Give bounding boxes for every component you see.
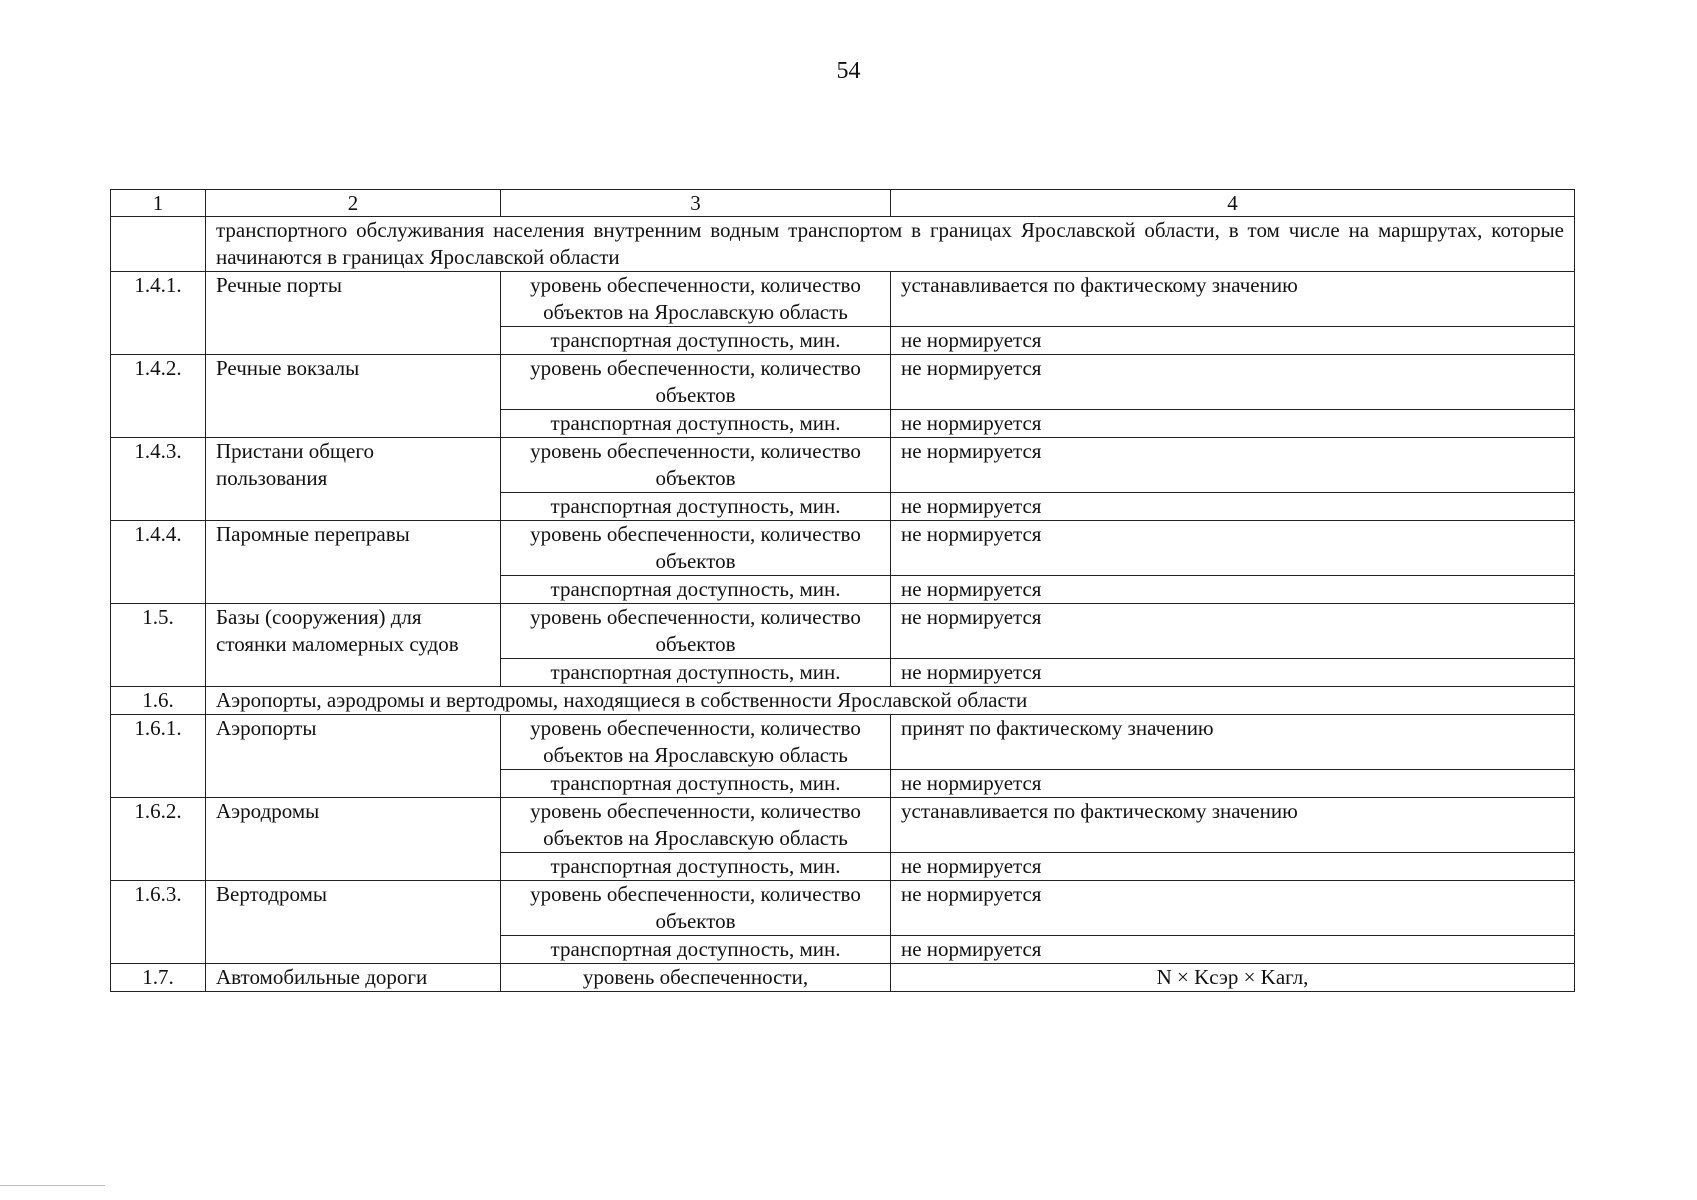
row-number: 1.6.2. xyxy=(111,798,206,881)
indicator: транспортная доступность, мин. xyxy=(501,576,891,604)
indicator-value: не нормируется xyxy=(891,355,1575,410)
indicator: уровень обеспеченности, количество объектов xyxy=(501,521,891,576)
header-col-2: 2 xyxy=(206,190,501,217)
indicator: уровень обеспеченности, количество объектов на Ярославскую область xyxy=(501,272,891,327)
indicator: транспортная доступность, мин. xyxy=(501,410,891,438)
row-number: 1.5. xyxy=(111,604,206,687)
formula: N × Kсэр × Kагл, xyxy=(891,964,1575,992)
table-row xyxy=(111,217,1575,272)
indicator-value: не нормируется xyxy=(891,493,1575,521)
row-number: 1.4.3. xyxy=(111,438,206,521)
section-title: Аэропорты, аэродромы и вертодромы, находящиеся в собственности Ярославской области xyxy=(206,687,1575,715)
table-header-row xyxy=(111,190,1575,217)
indicator-value: не нормируется xyxy=(891,853,1575,881)
table-row xyxy=(111,272,1575,327)
row-number: 1.6.1. xyxy=(111,715,206,798)
table-row xyxy=(111,798,1575,853)
indicator: уровень обеспеченности, количество объектов xyxy=(501,355,891,410)
object-name: Речные вокзалы xyxy=(206,355,501,438)
indicator: уровень обеспеченности, количество объектов на Ярославскую область xyxy=(501,715,891,770)
row-number: 1.7. xyxy=(111,964,206,992)
object-name: Аэропорты xyxy=(206,715,501,798)
table-row xyxy=(111,521,1575,576)
object-name: Вертодромы xyxy=(206,881,501,964)
object-name: Базы (сооружения) для стоянки маломерных судов xyxy=(206,604,501,687)
indicator-value: не нормируется xyxy=(891,521,1575,576)
indicator-value: не нормируется xyxy=(891,659,1575,687)
indicator-value: не нормируется xyxy=(891,881,1575,936)
indicator-value: не нормируется xyxy=(891,936,1575,964)
table-row xyxy=(111,438,1575,493)
row-number: 1.6. xyxy=(111,687,206,715)
row-number xyxy=(111,217,206,272)
row-number: 1.6.3. xyxy=(111,881,206,964)
indicator-value: не нормируется xyxy=(891,327,1575,355)
continuation-text: транспортного обслуживания населения внутренним водным транспортом в границах Ярославской области, в том числе на маршрутах, которые начинаются в границах Ярославской области xyxy=(206,217,1575,272)
indicator-value: не нормируется xyxy=(891,438,1575,493)
indicator: транспортная доступность, мин. xyxy=(501,327,891,355)
header-col-4: 4 xyxy=(891,190,1575,217)
indicator: уровень обеспеченности, количество объектов на Ярославскую область xyxy=(501,798,891,853)
indicator-value: принят по фактическому значению xyxy=(891,715,1575,770)
indicator: транспортная доступность, мин. xyxy=(501,853,891,881)
indicator: уровень обеспеченности, xyxy=(501,964,891,992)
header-col-3: 3 xyxy=(501,190,891,217)
row-number: 1.4.4. xyxy=(111,521,206,604)
indicator: транспортная доступность, мин. xyxy=(501,770,891,798)
indicator-value: не нормируется xyxy=(891,770,1575,798)
row-number: 1.4.2. xyxy=(111,355,206,438)
indicator: уровень обеспеченности, количество объектов xyxy=(501,881,891,936)
indicator-value: не нормируется xyxy=(891,604,1575,659)
object-name: Пристани общего пользования xyxy=(206,438,501,521)
header-col-1: 1 xyxy=(111,190,206,217)
indicator: уровень обеспеченности, количество объектов xyxy=(501,438,891,493)
indicator: транспортная доступность, мин. xyxy=(501,493,891,521)
standards-table xyxy=(110,189,1575,992)
table-row xyxy=(111,881,1575,936)
indicator-value: устанавливается по фактическому значению xyxy=(891,798,1575,853)
indicator: транспортная доступность, мин. xyxy=(501,936,891,964)
object-name: Паромные переправы xyxy=(206,521,501,604)
table-row xyxy=(111,964,1575,992)
table-row xyxy=(111,687,1575,715)
indicator-value: не нормируется xyxy=(891,576,1575,604)
object-name: Речные порты xyxy=(206,272,501,355)
table-row xyxy=(111,604,1575,659)
row-number: 1.4.1. xyxy=(111,272,206,355)
object-name: Аэродромы xyxy=(206,798,501,881)
page-number: 54 xyxy=(836,58,861,84)
indicator-value: не нормируется xyxy=(891,410,1575,438)
footnote-divider xyxy=(0,1185,105,1186)
table-row xyxy=(111,355,1575,410)
indicator: уровень обеспеченности, количество объектов xyxy=(501,604,891,659)
table-row xyxy=(111,715,1575,770)
indicator: транспортная доступность, мин. xyxy=(501,659,891,687)
object-name: Автомобильные дороги xyxy=(206,964,501,992)
indicator-value: устанавливается по фактическому значению xyxy=(891,272,1575,327)
